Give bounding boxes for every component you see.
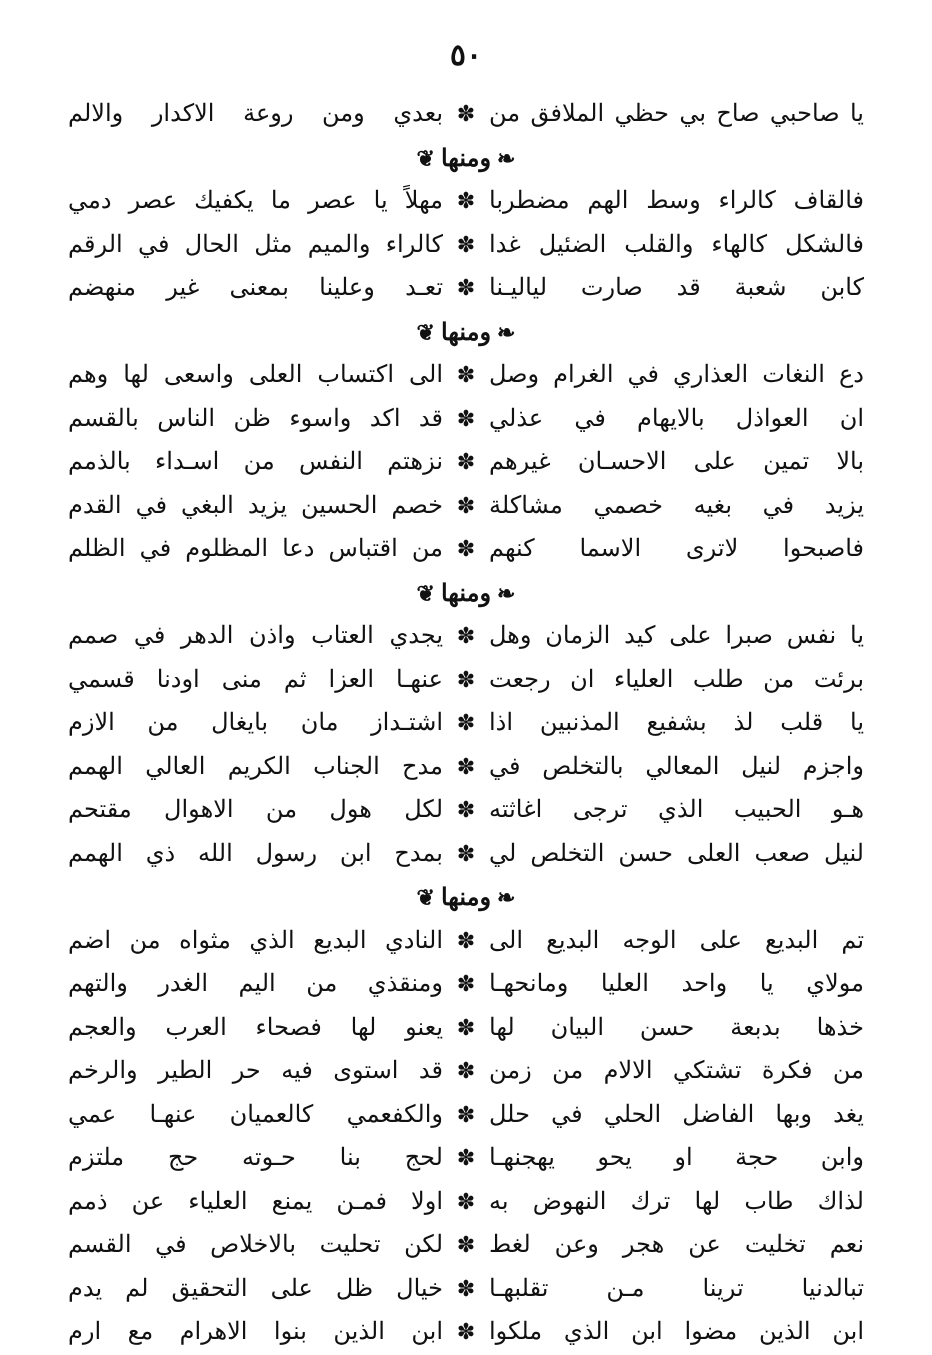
ornament-icon: ❧ [497, 145, 516, 172]
heading-text: ومنها [440, 142, 492, 172]
verse-first-hemistich: واجزم لنيل المعالي بالتخلص في [489, 751, 864, 780]
verse-second-hemistich: والكفعمي كالعميان عنهـا عمي [68, 1099, 443, 1128]
verse-first-hemistich: يغد وبها الفاضل الحلي في حلل [489, 1099, 864, 1128]
verse-first-hemistich: ابن الذين مضوا ابن الذي ملكوا [489, 1317, 864, 1345]
verse-second-hemistich: عنهـا العزا ثم منى اودنا قسمي [68, 664, 443, 693]
verse-second-hemistich: يعنو لها فصحاء العرب والعجم [68, 1012, 443, 1041]
verse-first-hemistich: يزيد في بغيه خصمي مشاكلة [489, 490, 864, 519]
verse-second-hemistich: من اقتباس دعا المظلوم في الظلم [68, 534, 443, 562]
hemistich-separator-icon: ✽ [456, 1059, 476, 1084]
verse-line [68, 788, 864, 832]
ornament-icon: ❦ [416, 145, 435, 172]
verse-line [68, 527, 864, 571]
hemistich-separator-icon: ✽ [456, 972, 476, 997]
verse-second-hemistich: خيال ظل على التحقيق لم يدم [68, 1273, 443, 1302]
verse-second-hemistich: الى اكتساب العلى واسعى لها وهم [68, 360, 443, 388]
verse-line [68, 353, 864, 397]
hemistich-separator-icon: ✽ [456, 711, 476, 736]
verse-second-hemistich: قد استوى فيه حر الطير والرخم [68, 1056, 443, 1084]
hemistich-separator-icon: ✽ [456, 1189, 476, 1215]
hemistich-separator-icon: ✽ [456, 798, 476, 823]
verse-line [68, 658, 864, 702]
verse-line [68, 614, 864, 658]
heading-text: ومنها [440, 316, 492, 346]
verse-line [68, 1180, 864, 1224]
verse-second-hemistich: قد اكد واسوء ظن الناس بالقسم [68, 403, 443, 432]
verse-first-hemistich: وابن حجة او يحو يهجنهـا [489, 1143, 864, 1171]
ornament-icon: ❦ [416, 885, 435, 911]
verse-second-hemistich: خصم الحسين يزيد البغي في القدم [68, 490, 443, 519]
verse-line [68, 919, 864, 963]
hemistich-separator-icon: ✽ [456, 537, 476, 562]
ornament-icon: ❧ [497, 580, 516, 607]
verse-line [68, 179, 864, 223]
verse-first-hemistich: نعم تخليت عن هجر وعن لغط [489, 1230, 864, 1258]
verse-second-hemistich: لكل هول من الاهوال مقتحم [68, 795, 443, 823]
verse-line [68, 1310, 864, 1354]
verse-line [68, 223, 864, 267]
verse-second-hemistich: يجدي العتاب واذن الدهر في صمم [68, 621, 443, 649]
ornament-icon: ❧ [497, 885, 516, 911]
verse-second-hemistich: مدح الجناب الكريم العالي الهمم [68, 751, 443, 780]
hemistich-separator-icon: ✽ [456, 1146, 476, 1171]
verse-line [68, 484, 864, 528]
hemistich-separator-icon: ✽ [456, 667, 476, 693]
verse-first-hemistich: خذها بدبعة حسن البيان لها [489, 1012, 864, 1041]
page-number: ٥٠ [449, 38, 483, 73]
verse-second-hemistich: تعـد وعلينا بمعنى غير منهضم [68, 273, 443, 301]
verse-first-hemistich: فالقاف كالراء وسط الهم مضطربا [489, 186, 864, 214]
verse-first-hemistich: برئت من طلب العلياء ان رجعت [489, 664, 864, 693]
verse-line [68, 266, 864, 310]
verse-second-hemistich: ابن الذين بنوا الاهرام مع ارم [68, 1317, 443, 1345]
verse-second-hemistich: بمدح ابن رسول الله ذي الهمم [68, 838, 443, 867]
verse-line [68, 962, 864, 1006]
section-heading [68, 310, 864, 354]
hemistich-separator-icon: ✽ [456, 189, 476, 214]
verse-first-hemistich: يا صاحبي صاح بي حظي الملافق من [489, 99, 864, 127]
hemistich-separator-icon: ✽ [456, 1015, 476, 1041]
hemistich-separator-icon: ✽ [456, 406, 476, 432]
hemistich-separator-icon: ✽ [456, 754, 476, 780]
heading-text: ومنها [440, 882, 492, 911]
verse-second-hemistich: اشتـداز مان بايغال من الازم [68, 708, 443, 736]
heading-text: ومنها [440, 577, 492, 607]
verse-line [68, 1006, 864, 1050]
poem-body [68, 92, 864, 1354]
verse-line [68, 397, 864, 441]
verse-first-hemistich: دع النغات العذاري في الغرام وصل [489, 360, 864, 388]
hemistich-separator-icon: ✽ [456, 928, 476, 954]
verse-line [68, 832, 864, 876]
ornament-icon: ❦ [416, 580, 435, 607]
verse-second-hemistich: اولا فمـن يمنع العلياء عن ذمم [68, 1186, 443, 1215]
verse-line [68, 440, 864, 484]
hemistich-separator-icon: ✽ [456, 1276, 476, 1302]
hemistich-separator-icon: ✽ [456, 102, 476, 127]
section-heading [68, 875, 864, 919]
hemistich-separator-icon: ✽ [456, 232, 476, 258]
verse-second-hemistich: ومنقذي من اليم الغدر والتهم [68, 969, 443, 997]
verse-first-hemistich: يا قلب لذ بشفيع المذنبين اذا [489, 708, 864, 736]
hemistich-separator-icon: ✽ [456, 1102, 476, 1128]
section-heading [68, 136, 864, 180]
hemistich-separator-icon: ✽ [456, 276, 476, 301]
verse-second-hemistich: نزهتم النفس من اسـداء بالذمم [68, 447, 443, 475]
verse-first-hemistich: تم البديع على الوجه البديع الى [489, 925, 864, 954]
verse-first-hemistich: يا نفس صبرا على كيد الزمان وهل [489, 621, 864, 649]
verse-first-hemistich: هـو الحبيب الذي ترجى اغاثته [489, 795, 864, 823]
verse-line [68, 745, 864, 789]
verse-first-hemistich: لنيل صعب العلى حسن التخلص لي [489, 838, 864, 867]
verse-second-hemistich: لكن تحليت بالاخلاص في القسم [68, 1230, 443, 1258]
ornament-icon: ❦ [416, 319, 435, 346]
hemistich-separator-icon: ✽ [456, 450, 476, 475]
verse-first-hemistich: لذاك طاب لها ترك النهوض به [489, 1186, 864, 1215]
verse-second-hemistich: مهلاً يا عصر ما يكفيك عصر دمي [68, 186, 443, 214]
verse-first-hemistich: مولاي يا واحد العليا ومانحهـا [489, 969, 864, 997]
verse-line [68, 1223, 864, 1267]
section-heading [68, 571, 864, 615]
verse-first-hemistich: ان العواذل بالايهام في عذلي [489, 403, 864, 432]
verse-second-hemistich: كالراء والميم مثل الحال في الرقم [68, 229, 443, 258]
hemistich-separator-icon: ✽ [456, 841, 476, 867]
verse-line [68, 1136, 864, 1180]
verse-line [68, 1049, 864, 1093]
verse-first-hemistich: فاصبحوا لاترى الاسما كنهم [489, 534, 864, 562]
hemistich-separator-icon: ✽ [456, 624, 476, 649]
ornament-icon: ❧ [497, 319, 516, 346]
verse-first-hemistich: بالا تمين على الاحسـان غيرهم [489, 447, 864, 475]
verse-first-hemistich: فالشكل كالهاء والقلب الضئيل غدا [489, 229, 864, 258]
verse-second-hemistich: لحج بنا حـوته حج ملتزم [68, 1143, 443, 1171]
verse-first-hemistich: كابن شعبة قد صارت لياليـنا [489, 273, 864, 301]
verse-second-hemistich: النادي البديع الذي مثواه من اضم [68, 925, 443, 954]
verse-line [68, 1093, 864, 1137]
verse-first-hemistich: تبالدنيا ترينا مـن تقلبهـا [489, 1273, 864, 1302]
hemistich-separator-icon: ✽ [456, 1320, 476, 1345]
verse-line [68, 1267, 864, 1311]
verse-line [68, 92, 864, 136]
hemistich-separator-icon: ✽ [456, 1233, 476, 1258]
verse-first-hemistich: من فكرة تشتكي الالام من زمن [489, 1056, 864, 1084]
hemistich-separator-icon: ✽ [456, 363, 476, 388]
hemistich-separator-icon: ✽ [456, 493, 476, 519]
verse-line [68, 701, 864, 745]
verse-second-hemistich: بعدي ومن روعة الاكدار والالم [68, 99, 443, 127]
